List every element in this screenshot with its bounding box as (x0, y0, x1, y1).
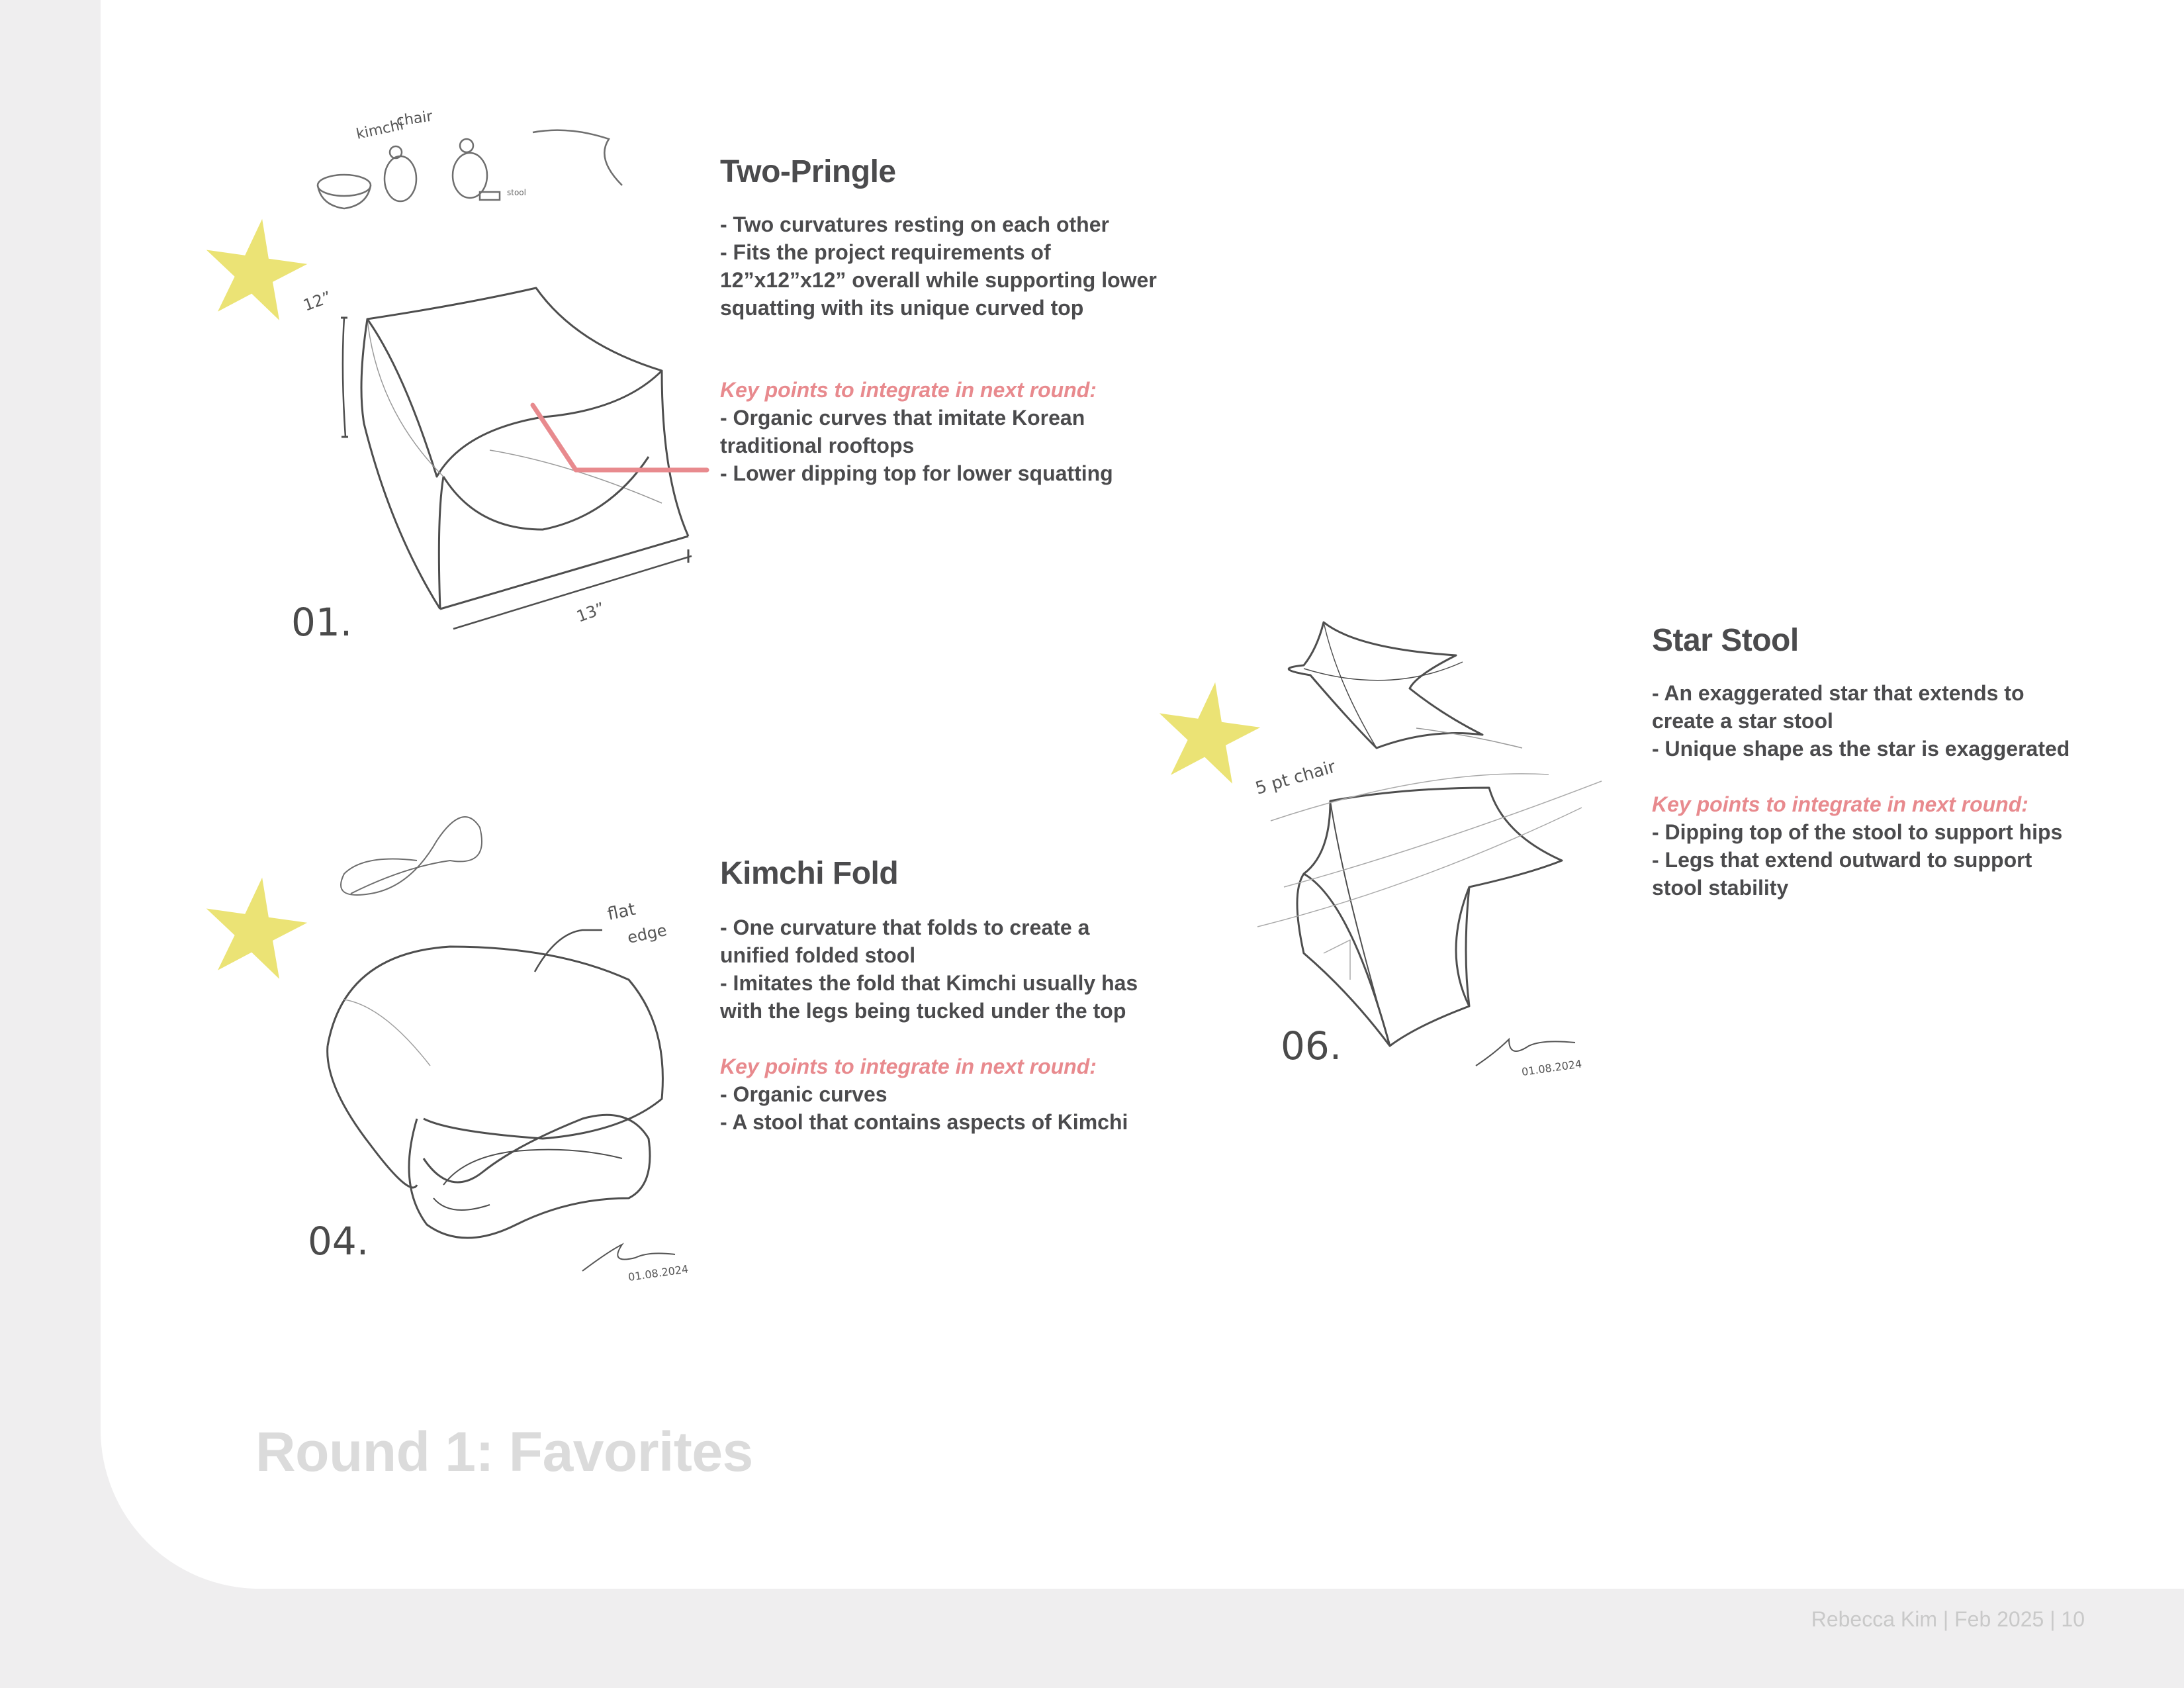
annotation-5pt-chair: 5 pt chair (1253, 757, 1338, 799)
key-point-line: traditional rooftops (720, 434, 915, 457)
description-line: squatting with its unique curved top (720, 296, 1084, 320)
star-stool-description (1652, 679, 2070, 763)
star-stool-sketch (1152, 609, 1655, 1125)
concept-title-kimchi-fold: Kimchi Fold (720, 856, 899, 891)
concept-title-star-stool: Star Stool (1652, 623, 1799, 658)
kimchi-fold-sketch (199, 788, 728, 1304)
star-icon (1152, 675, 1265, 786)
two-pringle-sketch (199, 106, 728, 662)
key-point-line: - A stool that contains aspects of Kimchi (720, 1110, 1128, 1134)
signature-date: 01.08.2024 (627, 1262, 690, 1284)
concept-title-two-pringle: Two-Pringle (720, 154, 896, 189)
description-line: - Imitates the fold that Kimchi usually has (720, 971, 1138, 995)
key-point-line: - Legs that extend outward to support (1652, 848, 2032, 872)
key-points-heading: Key points to integrate in next round: (720, 378, 1097, 402)
key-point-line: stool stability (1652, 876, 1789, 900)
kimchi-fold-description (720, 914, 1138, 1025)
description-line: - One curvature that folds to create a (720, 915, 1090, 939)
page-footer: Rebecca Kim | Feb 2025 | 10 (1811, 1607, 2085, 1631)
annotation-chair: chair (395, 108, 433, 130)
annotation-edge: edge (625, 921, 668, 947)
description-line: - Unique shape as the star is exaggerated (1652, 737, 2070, 761)
annotation-flat: flat (606, 899, 638, 925)
star-icon (199, 870, 312, 982)
sketch-number-06: 06. (1281, 1023, 1342, 1068)
annotation-kimchi: kimchi (355, 117, 406, 143)
star-icon (199, 212, 312, 323)
description-line: - An exaggerated star that extends to (1652, 681, 2025, 705)
key-point-line: - Dipping top of the stool to support hips (1652, 820, 2063, 844)
two-pringle-key-points (720, 376, 1113, 487)
sketch-number-01: 01. (291, 600, 353, 645)
key-point-line: - Lower dipping top for lower squatting (720, 461, 1113, 485)
key-points-heading: Key points to integrate in next round: (720, 1055, 1097, 1078)
annotation-13in: 13” (574, 598, 608, 626)
sketch-number-04: 04. (308, 1219, 369, 1264)
description-line: create a star stool (1652, 709, 1833, 733)
key-point-line: - Organic curves (720, 1082, 887, 1106)
description-line: - Two curvatures resting on each other (720, 212, 1109, 236)
key-points-heading: Key points to integrate in next round: (1652, 792, 2028, 816)
description-line: 12”x12”x12” overall while supporting lower (720, 268, 1157, 292)
description-line: - Fits the project requirements of (720, 240, 1051, 264)
kimchi-fold-key-points (720, 1053, 1128, 1136)
star-stool-key-points (1652, 790, 2062, 902)
signature-date: 01.08.2024 (1520, 1057, 1583, 1078)
description-line: unified folded stool (720, 943, 916, 967)
two-pringle-description (720, 211, 1157, 322)
key-point-line: - Organic curves that imitate Korean (720, 406, 1085, 430)
annotation-stool: stool (507, 188, 526, 197)
description-line: with the legs being tucked under the top (720, 999, 1126, 1023)
page-heading: Round 1: Favorites (255, 1421, 753, 1483)
annotation-12in: 12” (300, 287, 334, 315)
